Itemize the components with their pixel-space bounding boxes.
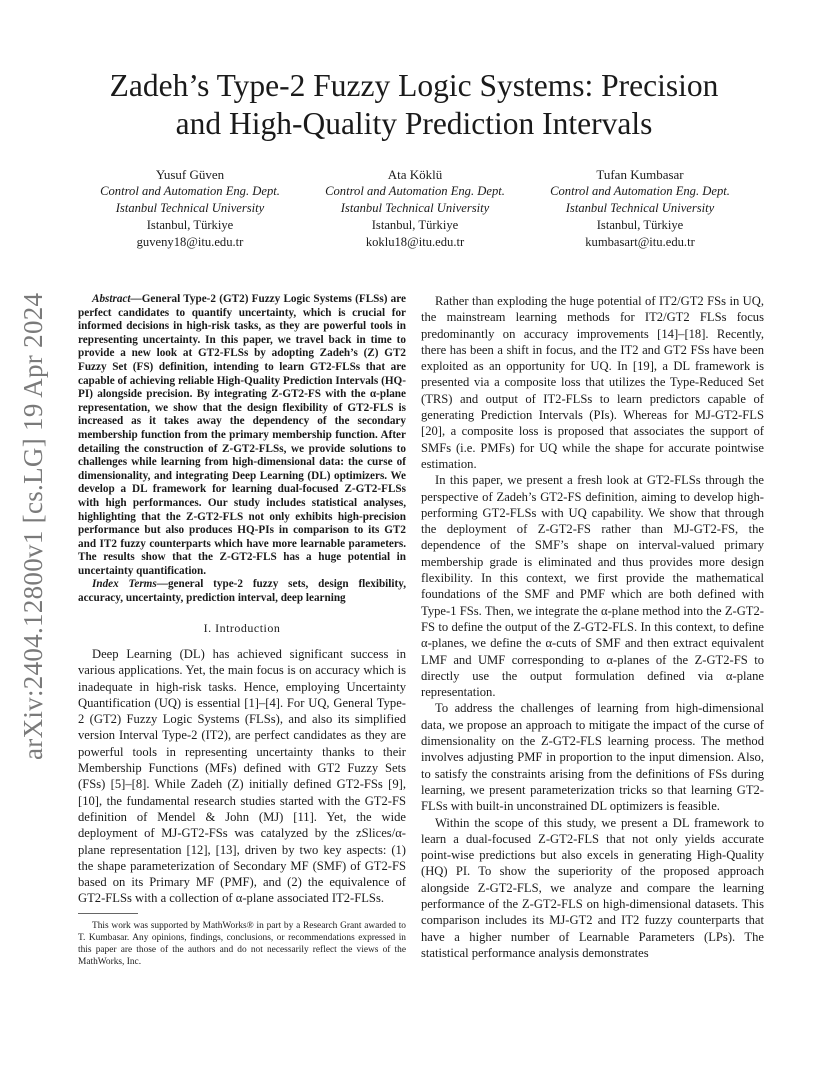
arxiv-stamp: arXiv:2404.12800v1 [cs.LG] 19 Apr 2024 <box>18 292 48 760</box>
body-paragraph: Within the scope of this study, we present a DL framework to learn a dual-focused Z-GT2-FLS that not only yields accurate point-wise predictions but also excels in generating High-Quality (HQ) PI. To show the superiority of the proposed approach alongside Z-GT2-FLS, we analyze and compare the learning performance of the Z-GT2-FLS on high-dimensional datasets. This comparison includes its MJ-GT2 and IT2 fuzzy counterparts that have a higher number of Learnable Parameters (LPs). The statistical performance analysis demonstrates <box>421 815 764 960</box>
abstract-label: Abstract— <box>92 293 142 305</box>
index-terms <box>78 578 406 605</box>
author-dept: Control and Automation Eng. Dept. <box>100 184 280 198</box>
title-line-1: Zadeh’s Type-2 Fuzzy Logic Systems: Precision <box>109 68 719 103</box>
author-3 <box>520 166 760 251</box>
title-line-2: and High-Quality Prediction Intervals <box>175 106 653 141</box>
body-paragraph: To address the challenges of learning from high-dimensional data, we propose an approach to mitigate the impact of the curse of dimensionality on the Z-GT2-FLS learning process. The method involves adjusting PMF in proportion to the input dimension. Also, to satisfy the constraints arising from the definitions of FSs during learning, we present parameterization tricks so that learning GT2-FLSs with built-in unconstrained DL optimizers is feasible. <box>421 701 764 814</box>
author-name: Tufan Kumbasar <box>596 167 684 182</box>
author-email: guveny18@itu.edu.tr <box>136 235 244 249</box>
index-terms-text: general type-2 fuzzy sets, design flexibility, accuracy, uncertainty, prediction interval, deep learning <box>78 578 406 605</box>
author-univ: Istanbul Technical University <box>115 201 265 215</box>
author-2 <box>295 166 535 251</box>
intro-paragraph: Deep Learning (DL) has achieved significant success in various applications. Yet, the main focus is on accuracy which is inadequate in high-risk tasks. Hence, employing Uncertainty Quantification (UQ) is essential [1]–[4]. For UQ, General Type-2 (GT2) Fuzzy Logic Systems (FLSs), and also its simplified version Interval Type-2 (IT2), are perfect candidates as they are powerful tools in representing uncertainty thanks to their Membership Functions (MFs) defined with GT2 Fuzzy Sets (FSs) [5]–[8]. While Zadeh (Z) initially defined GT2-FSs [9], [10], the fundamental research studies started with the GT2-FS definition of Mendel & John (MJ) [11]. Yet, the wide deployment of MJ-GT2-FSs was catalyzed by the zSlices/α-plane representation [12], [13], driven by two key aspects: (1) the shape parameterization of Secondary MF (SMF) of GT2-FS based on its Primary MF (PMF), and (2) the equivalence of GT2-FLSs with a collection of α-plane associated IT2-FLSs. <box>78 646 406 906</box>
author-city: Istanbul, Türkiye <box>371 218 459 232</box>
index-terms-label: Index Terms— <box>92 578 168 591</box>
paper-title <box>60 67 768 143</box>
author-dept: Control and Automation Eng. Dept. <box>325 184 505 198</box>
author-name: Yusuf Güven <box>155 167 225 182</box>
author-email: koklu18@itu.edu.tr <box>365 235 465 249</box>
author-email: kumbasart@itu.edu.tr <box>585 235 695 249</box>
body-paragraph: Rather than exploding the huge potential of IT2/GT2 FSs in UQ, the mainstream learning methods for IT2/GT2 FLSs focus predominantly on accuracy improvements [14]–[18]. Recently, there has been a shift in focus, and the IT2 and GT2 FSs have been exploited as an opportunity for UQ. In [19], a DL framework is presented via a composite loss that utilizes the Type-Reduced Set (TRS) and output of IT2-FLSs to learn predictors capable of generating Prediction Intervals (PIs). Whereas for MJ-GT2-FLS [20], a composite loss is proposed that associates the support of SMFs (i.e. PMFs) for UQ while the shape for accurate pointwise estimation. <box>421 294 764 471</box>
author-univ: Istanbul Technical University <box>565 201 715 215</box>
author-univ: Istanbul Technical University <box>340 201 490 215</box>
abstract-text: General Type-2 (GT2) Fuzzy Logic Systems (FLSs) are perfect candidates to quantify uncertainty, which is crucial for informed decisions in high-risk tasks, as they are powerful tools in representing uncertainty. In this paper, we travel back in time to provide a new look at GT2-FLSs by adopting Zadeh’s (Z) GT2 Fuzzy Set (FS) definition, intending to learn GT2-FLSs that are capable of achieving reliable High-Quality Prediction Intervals (HQ-PI) alongside precision. By integrating Z-GT2-FS with the α-plane representation, we show that the design flexibility of GT2-FLS is increased as it takes away the dependency of the secondary membership function from the primary membership function. After detailing the construction of Z-GT2-FLSs, we provide solutions to challenges while learning from high-dimensional data: the curse of dimensionality, and integrating Deep Learning (DL) optimizers. We develop a DL framework for learning dual-focused Z-GT2-FLSs with high performances. Our study includes statistical analyses, highlighting that the Z-GT2-FLS not only exhibits high-precision performance but also produces HQ-PIs in comparison to its GT2 and IT2 fuzzy counterparts which have more learnable parameters. The results show that the Z-GT2-FLS has a huge potential in uncertainty quantification. <box>78 293 406 577</box>
footnote: This work was supported by MathWorks® in part by a Research Grant awarded to T. Kumbasar. Any opinions, findings, conclusions, or recommendations expressed in this paper are those of the authors and do not necessarily reflect the views of the MathWorks, Inc. <box>78 921 406 967</box>
author-name: Ata Köklü <box>387 167 443 182</box>
author-city: Istanbul, Türkiye <box>596 218 684 232</box>
section-heading: I. Introduction <box>203 620 281 635</box>
author-1 <box>70 166 310 251</box>
body-paragraph: In this paper, we present a fresh look at GT2-FLSs through the perspective of Zadeh’s GT2-FS definition, aiming to develop high-performing GT2-FLSs with UQ capability. We show that through the deployment of Z-GT2-FS rather than MJ-GT2-FS, the dependence of the SMF’s shape on interval-valued primary membership grade is eliminated and thus provides more design flexibility. In this context, we first provide the mathematical foundations of the SMF and PMF which are both defined with Type-1 FSs. Then, we integrate the α-plane method into the Z-GT2-FS to define the output of the Z-GT2-FLS. In this context, to define α-planes, we define the α-cuts of SMF and then extract equivalent LMF and UMF corresponding to α-planes of the Z-GT2-FS to directly use the output formulation defined via α-plane representation. <box>421 473 764 700</box>
footnote-rule <box>78 913 138 914</box>
left-column <box>78 293 406 907</box>
right-column <box>421 293 764 961</box>
author-dept: Control and Automation Eng. Dept. <box>550 184 730 198</box>
author-city: Istanbul, Türkiye <box>146 218 234 232</box>
abstract <box>78 293 406 578</box>
